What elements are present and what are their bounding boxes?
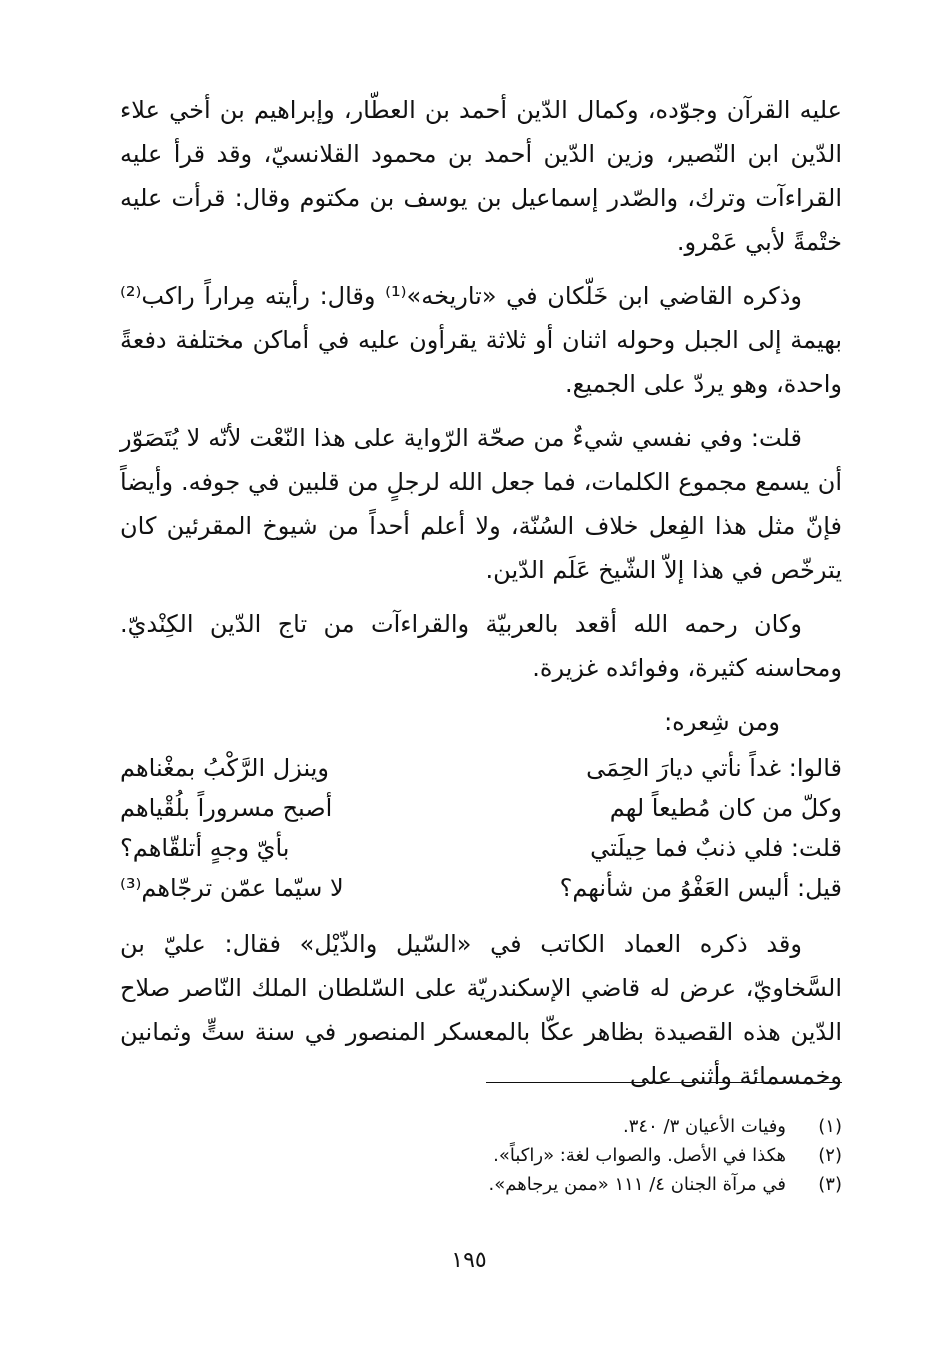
footnotes	[142, 1112, 842, 1199]
paragraph-5: وقد ذكره العماد الكاتب في «السّيل والذّيْل» فقال: عليّ بن السَّخاويّ، عرض له قاضي الإسكندريّة على السّلطان الملك النّاصر صلاح الدّين هذه القصيدة بظاهر عكّا بالمعسكر المنصور في سنة ستٍّ وثمانين وخمسمائة وأثنى على	[120, 930, 842, 1090]
footnote-text: وفيات الأعيان ٣/ ٣٤٠.	[623, 1116, 786, 1137]
verse-first-hemistich: قلت: فلي ذنبٌ فما حِيلَتي	[590, 834, 842, 862]
poem-verse	[120, 748, 842, 788]
poem-intro: ومن شِعره:	[664, 708, 780, 736]
poem-verse	[120, 788, 842, 828]
poem	[120, 748, 842, 908]
footnote	[142, 1141, 842, 1170]
footnote-number: (٣)	[818, 1174, 842, 1195]
footnote-number: (١)	[818, 1116, 842, 1137]
verse-first-hemistich: قيل: أليس العَفْوُ من شأنهم؟	[559, 874, 842, 902]
verse-second-hemistich: لا سيّما عمّن ترجّاهم⁽³⁾	[120, 874, 344, 902]
page-number: ١٩٥	[451, 1248, 487, 1273]
footnote-number: (٢)	[818, 1145, 842, 1166]
footnote-text: في مرآة الجنان ٤/ ١١١ «ممن يرجاهم».	[488, 1174, 786, 1195]
verse-second-hemistich: وينزل الرَّكْبُ بمغْناهم	[120, 754, 329, 782]
paragraph-3: قلت: وفي نفسي شيءٌ من صحّة الرّواية على هذا النّعْت لأنّه لا يُتَصَوّر أن يسمع مجموع الكلمات، فما جعل الله لرجلٍ من قلبين في جوفه. وأيضاً فإنّ مثل هذا الفِعل خلاف السُنّة، ولا أعلم أحداً من شيوخ المقرئين كان يترخّص في هذا إلاّ الشّيخ عَلَم الدّين.	[120, 424, 842, 584]
footnote	[142, 1170, 842, 1199]
verse-second-hemistich: بأيّ وجهٍ أتلقّاهم؟	[120, 834, 290, 862]
poem-verse	[120, 868, 842, 908]
verse-second-hemistich: أصبح مسروراً بلُقْياهم	[120, 794, 333, 822]
paragraph-4: وكان رحمه الله أقعد بالعربيّة والقراءآت من تاج الدّين الكِنْديّ. ومحاسنه كثيرة، وفوائده غزيرة.	[120, 610, 842, 682]
footnote	[142, 1112, 842, 1141]
footnote-text: هكذا في الأصل. والصواب لغة: «راكباً».	[493, 1145, 786, 1166]
paragraph-1: عليه القرآن وجوّده، وكمال الدّين أحمد بن العطّار، وإبراهيم بن أخي علاء الدّين ابن النّصير، وزين الدّين أحمد بن محمود القلانسيّ، وقد قرأ عليه القراءآت وترك، والصّدر إسماعيل بن يوسف بن مكتوم وقال: قرأت عليه ختْمةً لأبي عَمْرو.	[120, 96, 842, 256]
paragraph-2: وذكره القاضي ابن خَلّكان في «تاريخه»⁽¹⁾ وقال: رأيته مِراراً راكب⁽²⁾ بهيمة إلى الجبل وحوله اثنان أو ثلاثة يقرأون عليه في أماكن مختلفة دفعةً واحدة، وهو يردّ على الجميع.	[120, 282, 842, 398]
poem-verse	[120, 828, 842, 868]
verse-first-hemistich: وكلّ من كان مُطيعاً لهم	[609, 794, 842, 822]
verse-first-hemistich: قالوا: غداً نأتي ديارَ الحِمَى	[586, 754, 842, 782]
footnote-separator	[486, 1082, 842, 1083]
